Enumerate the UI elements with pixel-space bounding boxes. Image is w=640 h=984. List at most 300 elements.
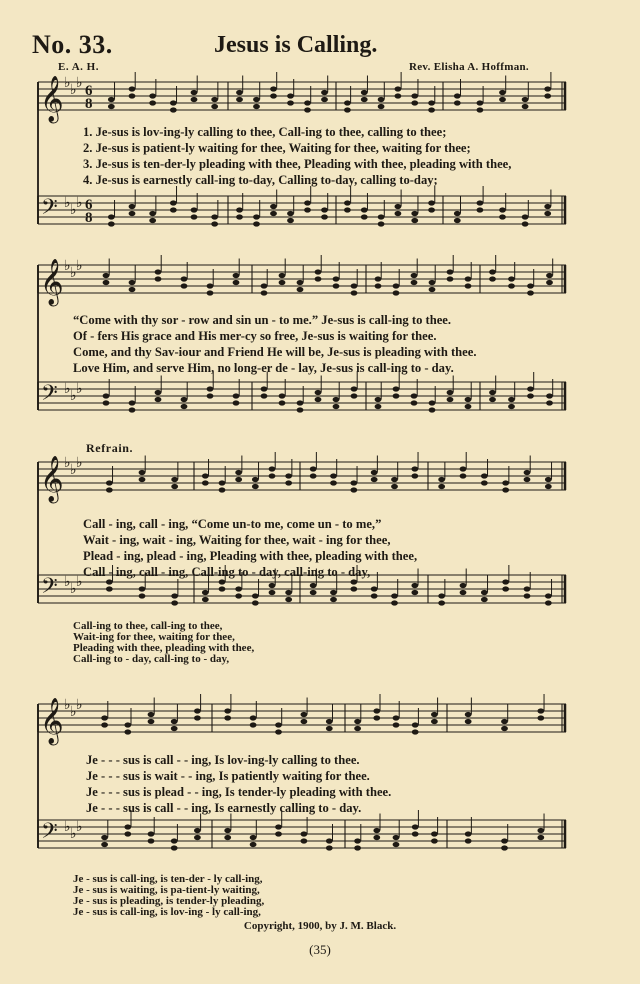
note-head — [301, 831, 308, 836]
note-head — [270, 86, 277, 91]
note-head — [537, 828, 544, 833]
note-head — [375, 276, 382, 281]
flat-icon: ♭ — [76, 75, 83, 91]
note-head — [326, 726, 333, 731]
note-head — [546, 273, 553, 278]
flat-icon: ♭ — [70, 82, 77, 98]
note-head — [124, 722, 131, 727]
treble-clef-icon: 𝄞 — [40, 698, 64, 744]
note-head — [460, 583, 467, 588]
note-head — [412, 722, 419, 727]
note-head — [428, 100, 435, 105]
note-head — [371, 470, 378, 475]
note-head — [361, 97, 368, 102]
note-head — [412, 729, 419, 734]
note-head — [321, 214, 328, 219]
note-head — [431, 831, 438, 836]
flat-icon: ♭ — [70, 704, 77, 720]
note-head — [287, 100, 294, 105]
flat-icon: ♭ — [70, 265, 77, 281]
note-head — [315, 276, 322, 281]
note-head — [460, 473, 467, 478]
note-head — [454, 211, 461, 216]
note-head — [481, 597, 488, 602]
note-head — [351, 290, 358, 295]
note-head — [129, 93, 136, 98]
note-head — [270, 204, 277, 209]
note-head — [129, 407, 136, 412]
note-head — [333, 397, 340, 402]
note-head — [304, 207, 311, 212]
note-head — [373, 835, 380, 840]
note-head — [465, 712, 472, 717]
note-head — [326, 838, 333, 843]
note-head — [460, 590, 467, 595]
note-head — [101, 722, 108, 727]
note-head — [350, 579, 357, 584]
note-head — [124, 824, 131, 829]
note-head — [235, 470, 242, 475]
note-head — [545, 600, 552, 605]
note-head — [395, 211, 402, 216]
note-head — [428, 200, 435, 205]
verse-line: Love Him, and serve Him, no long-er de - lay, Je-sus is call-ing to - day. — [73, 361, 454, 375]
note-head — [375, 283, 382, 288]
note-head — [171, 719, 178, 724]
note-head — [465, 283, 472, 288]
note-head — [460, 466, 467, 471]
note-head — [149, 93, 156, 98]
note-head — [447, 276, 454, 281]
bass-lyric-line: Pleading with thee, pleading with thee, — [73, 642, 255, 654]
note-head — [252, 477, 259, 482]
note-head — [108, 221, 115, 226]
treble-clef-icon: 𝄞 — [40, 259, 64, 305]
note-head — [304, 107, 311, 112]
note-head — [344, 100, 351, 105]
note-head — [499, 214, 506, 219]
note-head — [326, 719, 333, 724]
note-head — [101, 842, 108, 847]
note-head — [297, 280, 304, 285]
note-head — [103, 393, 110, 398]
note-head — [344, 207, 351, 212]
note-head — [261, 290, 268, 295]
note-head — [326, 845, 333, 850]
bass-clef-icon: 𝄢 — [41, 819, 58, 849]
note-head — [171, 600, 178, 605]
note-head — [447, 390, 454, 395]
flat-icon: ♭ — [70, 462, 77, 478]
note-head — [315, 390, 322, 395]
note-head — [477, 107, 484, 112]
note-head — [373, 708, 380, 713]
note-head — [285, 473, 292, 478]
note-head — [428, 107, 435, 112]
note-head — [465, 276, 472, 281]
verse-line: 3. Je-sus is ten-der-ly pleading with thee, Pleading with thee, pleading with thee, — [83, 157, 512, 171]
note-head — [139, 477, 146, 482]
note-head — [411, 400, 418, 405]
note-head — [371, 586, 378, 591]
note-head — [269, 466, 276, 471]
note-head — [391, 600, 398, 605]
note-head — [224, 835, 231, 840]
note-head — [211, 221, 218, 226]
note-head — [171, 845, 178, 850]
note-head — [202, 473, 209, 478]
note-head — [431, 838, 438, 843]
note-head — [537, 708, 544, 713]
note-head — [171, 838, 178, 843]
note-head — [544, 86, 551, 91]
verse-block-system-1 — [83, 124, 511, 188]
flat-icon: ♭ — [64, 75, 71, 91]
note-head — [465, 838, 472, 843]
note-head — [129, 204, 136, 209]
note-head — [252, 484, 259, 489]
note-head — [194, 715, 201, 720]
note-head — [411, 473, 418, 478]
note-head — [301, 712, 308, 717]
note-head — [233, 400, 240, 405]
verse-line: Call - ing, call - ing, Call-ing to - day, call-ing to - day, — [83, 565, 371, 579]
bass-lyric-block-refrain — [73, 621, 254, 665]
note-head — [194, 835, 201, 840]
note-head — [124, 831, 131, 836]
note-head — [310, 473, 317, 478]
note-head — [235, 477, 242, 482]
note-head — [191, 207, 198, 212]
note-head — [333, 404, 340, 409]
note-head — [129, 211, 136, 216]
note-head — [431, 719, 438, 724]
note-head — [171, 593, 178, 598]
bass-clef-icon: 𝄢 — [41, 195, 58, 225]
note-head — [411, 583, 418, 588]
note-head — [207, 386, 214, 391]
note-head — [508, 397, 515, 402]
note-head — [101, 835, 108, 840]
note-head — [545, 593, 552, 598]
note-head — [354, 838, 361, 843]
treble-clef-icon: 𝄞 — [40, 456, 64, 502]
note-head — [393, 835, 400, 840]
note-head — [351, 393, 358, 398]
note-head — [411, 280, 418, 285]
note-head — [354, 845, 361, 850]
note-head — [373, 715, 380, 720]
note-head — [207, 393, 214, 398]
verse-line: 2. Je-sus is patient-ly waiting for thee, Waiting for thee, waiting for thee; — [83, 141, 471, 155]
verse-line: Je - - - sus is call - - ing, Is earnestly calling to - day. — [86, 801, 362, 815]
note-head — [375, 404, 382, 409]
bass-lyric-line: Wait-ing for thee, waiting for thee, — [73, 631, 235, 643]
verse-line: Je - - - sus is wait - - ing, Is patiently waiting for thee. — [86, 769, 370, 783]
note-head — [191, 90, 198, 95]
bass-lyric-line: Call-ing to thee, call-ing to thee, — [73, 620, 223, 632]
note-head — [330, 473, 337, 478]
bass-lyric-line: Je - sus is call-ing, is ten-der - ly call-ing, — [73, 873, 263, 885]
note-head — [393, 842, 400, 847]
note-head — [194, 828, 201, 833]
bass-clef-icon: 𝄢 — [41, 381, 58, 411]
note-head — [333, 276, 340, 281]
note-head — [527, 393, 534, 398]
verse-block-refrain — [83, 516, 417, 580]
note-head — [361, 90, 368, 95]
note-head — [350, 487, 357, 492]
note-head — [224, 715, 231, 720]
note-head — [373, 828, 380, 833]
flat-icon: ♭ — [64, 819, 71, 835]
note-head — [546, 393, 553, 398]
note-head — [524, 470, 531, 475]
note-head — [219, 487, 226, 492]
note-head — [465, 397, 472, 402]
note-head — [545, 477, 552, 482]
note-head — [351, 283, 358, 288]
note-head — [477, 207, 484, 212]
note-head — [236, 97, 243, 102]
note-head — [103, 280, 110, 285]
note-head — [124, 729, 131, 734]
note-head — [304, 200, 311, 205]
note-head — [321, 97, 328, 102]
note-head — [310, 590, 317, 595]
flat-icon: ♭ — [64, 574, 71, 590]
verse-line: Come, and thy Sav-iour and Friend He will be, Je-sus is pleading with thee. — [73, 345, 477, 359]
note-head — [129, 280, 136, 285]
note-head — [207, 283, 214, 288]
note-head — [371, 477, 378, 482]
bass-lyric-line: Je - sus is waiting, is pa-tient-ly waiting, — [73, 884, 260, 896]
note-head — [499, 207, 506, 212]
note-head — [191, 214, 198, 219]
note-head — [477, 200, 484, 205]
note-head — [171, 477, 178, 482]
flat-icon: ♭ — [76, 574, 83, 590]
note-head — [285, 597, 292, 602]
note-head — [155, 397, 162, 402]
refrain-label: Refrain. — [86, 441, 134, 455]
note-head — [275, 831, 282, 836]
note-head — [501, 845, 508, 850]
note-head — [148, 712, 155, 717]
note-head — [310, 583, 317, 588]
note-head — [194, 708, 201, 713]
note-head — [489, 397, 496, 402]
note-head — [321, 90, 328, 95]
note-head — [438, 600, 445, 605]
flat-icon: ♭ — [76, 258, 83, 274]
note-head — [252, 600, 259, 605]
bass-lyric-line: Je - sus is call-ing, is lov-ing - ly call-ing, — [73, 906, 261, 918]
flat-icon: ♭ — [64, 697, 71, 713]
note-head — [181, 404, 188, 409]
note-head — [207, 290, 214, 295]
note-head — [395, 93, 402, 98]
note-head — [148, 831, 155, 836]
flat-icon: ♭ — [76, 195, 83, 211]
note-head — [297, 400, 304, 405]
copyright-line: Copyright, 1900, by J. M. Black. — [243, 920, 397, 932]
note-head — [393, 393, 400, 398]
note-head — [155, 390, 162, 395]
note-head — [438, 484, 445, 489]
note-head — [310, 466, 317, 471]
note-head — [211, 104, 218, 109]
note-head — [361, 207, 368, 212]
note-head — [354, 719, 361, 724]
note-head — [219, 579, 226, 584]
note-head — [315, 269, 322, 274]
note-head — [106, 586, 113, 591]
note-head — [502, 480, 509, 485]
time-signature: 6 — [85, 197, 93, 213]
note-head — [527, 283, 534, 288]
note-head — [236, 207, 243, 212]
note-head — [129, 400, 136, 405]
note-head — [391, 484, 398, 489]
note-head — [101, 715, 108, 720]
verse-line: 1. Je-sus is lov-ing-ly calling to thee, Call-ing to thee, calling to thee; — [83, 125, 447, 139]
note-head — [301, 719, 308, 724]
note-head — [149, 211, 156, 216]
note-head — [253, 97, 260, 102]
hymn-number: No. 33. — [32, 30, 113, 59]
note-head — [351, 386, 358, 391]
note-head — [354, 726, 361, 731]
note-head — [202, 480, 209, 485]
note-head — [447, 397, 454, 402]
note-head — [411, 100, 418, 105]
note-head — [546, 400, 553, 405]
note-head — [454, 93, 461, 98]
note-head — [412, 831, 419, 836]
note-head — [285, 590, 292, 595]
note-head — [378, 214, 385, 219]
note-head — [330, 480, 337, 485]
note-head — [171, 484, 178, 489]
note-head — [371, 593, 378, 598]
flat-icon: ♭ — [76, 819, 83, 835]
note-head — [224, 828, 231, 833]
note-head — [393, 715, 400, 720]
note-head — [375, 397, 382, 402]
flat-icon: ♭ — [64, 455, 71, 471]
note-head — [527, 386, 534, 391]
note-head — [297, 287, 304, 292]
note-head — [411, 218, 418, 223]
note-head — [297, 407, 304, 412]
note-head — [269, 590, 276, 595]
note-head — [522, 214, 529, 219]
note-head — [233, 393, 240, 398]
note-head — [499, 90, 506, 95]
note-head — [103, 400, 110, 405]
note-head — [537, 715, 544, 720]
note-head — [527, 290, 534, 295]
time-signature: 6 — [85, 83, 93, 99]
note-head — [287, 93, 294, 98]
verse-line: Wait - ing, wait - ing, Waiting for thee, wait - ing for thee, — [83, 533, 391, 547]
note-head — [219, 586, 226, 591]
note-head — [454, 100, 461, 105]
note-head — [139, 593, 146, 598]
note-head — [261, 393, 268, 398]
note-head — [108, 214, 115, 219]
note-head — [502, 586, 509, 591]
note-head — [149, 100, 156, 105]
note-head — [235, 586, 242, 591]
note-head — [429, 287, 436, 292]
time-signature: 8 — [85, 210, 93, 226]
note-head — [481, 480, 488, 485]
note-head — [155, 269, 162, 274]
verse-block-system-4 — [86, 752, 391, 816]
note-head — [481, 590, 488, 595]
verse-line: “Come with thy sor - row and sin un - to me.” Je-sus is call-ing to thee. — [73, 313, 452, 327]
note-head — [438, 593, 445, 598]
note-head — [508, 276, 515, 281]
note-head — [501, 838, 508, 843]
note-head — [235, 593, 242, 598]
note-head — [275, 824, 282, 829]
note-head — [395, 204, 402, 209]
note-head — [544, 93, 551, 98]
note-head — [129, 287, 136, 292]
note-head — [411, 590, 418, 595]
note-head — [522, 104, 529, 109]
note-head — [269, 583, 276, 588]
bass-lyric-line: Call-ing to - day, call-ing to - day, — [73, 653, 230, 665]
note-head — [502, 579, 509, 584]
flat-icon: ♭ — [70, 388, 77, 404]
note-head — [108, 104, 115, 109]
note-head — [330, 590, 337, 595]
note-head — [350, 480, 357, 485]
words-author: Rev. Elisha A. Hoffman. — [409, 61, 529, 73]
note-head — [250, 722, 257, 727]
note-head — [489, 269, 496, 274]
note-head — [191, 97, 198, 102]
note-head — [253, 221, 260, 226]
note-head — [129, 86, 136, 91]
note-head — [181, 283, 188, 288]
flat-icon: ♭ — [76, 381, 83, 397]
note-head — [391, 593, 398, 598]
verse-line: Call - ing, call - ing, “Come un-to me, come un - to me,” — [83, 517, 382, 531]
note-head — [378, 97, 385, 102]
note-head — [393, 386, 400, 391]
note-head — [233, 280, 240, 285]
note-head — [344, 200, 351, 205]
note-head — [499, 97, 506, 102]
note-head — [429, 280, 436, 285]
verse-line: Of - fers His grace and His mer-cy so free, Je-sus is waiting for thee. — [73, 329, 437, 343]
note-head — [544, 204, 551, 209]
note-head — [202, 597, 209, 602]
verse-line: 4. Je-sus is earnestly call-ing to-day, Calling to-day, calling to-day; — [83, 173, 438, 187]
hymn-title: Jesus is Calling. — [214, 32, 378, 58]
flat-icon: ♭ — [70, 202, 77, 218]
flat-icon: ♭ — [64, 195, 71, 211]
note-head — [252, 593, 259, 598]
note-head — [447, 269, 454, 274]
note-head — [330, 597, 337, 602]
note-head — [454, 218, 461, 223]
